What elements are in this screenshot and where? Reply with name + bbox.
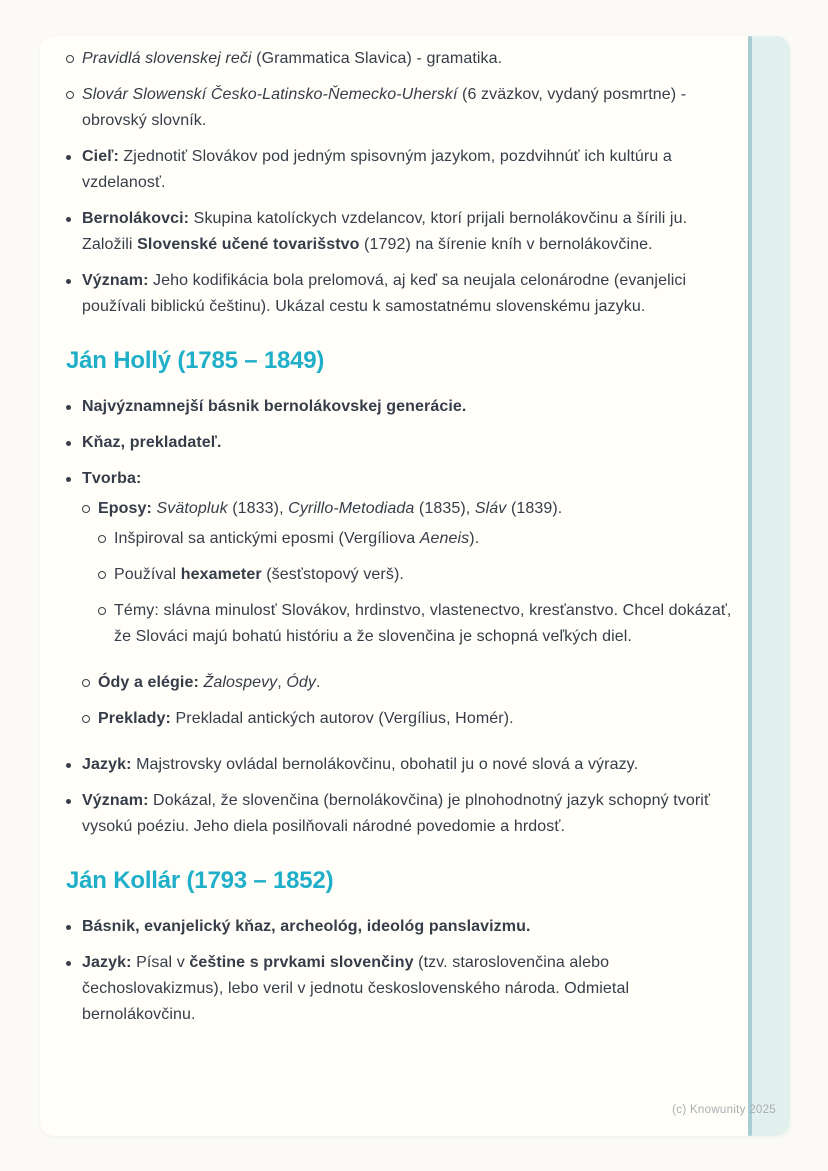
list-item-text: Význam: Jeho kodifikácia bola prelomová, aj keď sa neujala celonárodne (evanjelici používali biblickú češtinu). Ukázal cestu k samostatnému slovenskému jazyku.: [82, 272, 687, 315]
bullet-dot-icon: [66, 788, 82, 804]
list-item-text: Slovár Slowenskí Česko-Latinsko-Ňemecko-Uherskí (6 zväzkov, vydaný posmrtne) - obrovský slovník.: [82, 86, 687, 129]
document-content: [40, 36, 790, 1136]
bullet-circle-icon: [82, 670, 98, 687]
list-item-body: [82, 466, 732, 742]
bullet-circle-icon: [98, 562, 114, 579]
list-item: [66, 268, 732, 320]
section-heading-jan-holly: Ján Hollý (1785 – 1849): [66, 347, 325, 374]
list-item-body: [98, 496, 732, 660]
bullet-circle-icon: [66, 46, 82, 63]
bullet-dot-icon: [66, 206, 82, 222]
list-item-text: Eposy: Svätopluk (1833), Cyrillo-Metodiada (1835), Sláv (1839).: [98, 500, 563, 517]
list-item: [66, 144, 732, 196]
kollar-list: [66, 914, 732, 1028]
bullet-circle-icon: [82, 496, 98, 513]
list-item: [66, 914, 732, 940]
list-item-text: Význam: Dokázal, že slovenčina (bernolákovčina) je plnohodnotný jazyk schopný tvoriť vysokú poéziu. Jeho diela posilňovali národné povedomie a hrdosť.: [82, 792, 711, 835]
scrollbar-thumb[interactable]: [748, 36, 752, 1136]
list-item-text: Ódy a elégie: Žalospevy, Ódy.: [98, 674, 321, 691]
eposy-sublist: [98, 526, 732, 650]
list-item: [66, 788, 732, 840]
list-item-text: Jazyk: Písal v češtine s prvkami slovenčiny (tzv. staroslovenčina alebo čechoslovakizmus), lebo veril v jednotu československého národa. Odmietal bernolákovčinu.: [82, 954, 630, 1023]
bullet-circle-icon: [66, 82, 82, 99]
tvorba-sublist: [82, 496, 732, 732]
bullet-circle-icon: [82, 706, 98, 723]
list-item-text: Cieľ: Zjednotiť Slovákov pod jedným spisovným jazykom, pozdvihnúť ich kultúru a vzdelanosť.: [82, 148, 672, 191]
list-item: [66, 466, 732, 742]
scrollbar-track[interactable]: [748, 36, 790, 1136]
watermark: (c) Knowunity 2025: [672, 1104, 776, 1116]
list-item-text: Témy: slávna minulosť Slovákov, hrdinstvo, vlastenectvo, kresťanstvo. Chcel dokázať, že Slováci majú bohatú históriu a že slovenčina je schopná veľkých diel.: [114, 602, 732, 645]
bullet-dot-icon: [66, 752, 82, 768]
list-item: [82, 496, 732, 660]
list-item: [82, 670, 732, 696]
list-item: [98, 598, 732, 650]
list-item-text: Pravidlá slovenskej reči (Grammatica Slavica) - gramatika.: [82, 50, 503, 67]
list-item-text: Inšpiroval sa antickými eposmi (Vergíliova Aeneis).: [114, 530, 480, 547]
list-item: [66, 752, 732, 778]
list-item-text: Bernolákovci: Skupina katolíckych vzdelancov, ktorí prijali bernolákovčinu a šírili ju. Založili Slovenské učené tovarišstvo (1792) na šírenie kníh v bernolákovčine.: [82, 210, 688, 253]
continued-sublist: [66, 46, 732, 134]
list-item-text: Najvýznamnejší básnik bernolákovskej generácie.: [82, 398, 467, 415]
list-item: [98, 562, 732, 588]
list-item: [66, 430, 732, 456]
bullet-dot-icon: [66, 144, 82, 160]
list-item-text: Používal hexameter (šesťstopový verš).: [114, 566, 404, 583]
bullet-dot-icon: [66, 430, 82, 446]
list-item: [66, 394, 732, 420]
list-item: [82, 706, 732, 732]
list-item: [66, 206, 732, 258]
bullet-dot-icon: [66, 268, 82, 284]
document-page-card: [40, 36, 790, 1136]
bullet-dot-icon: [66, 950, 82, 966]
list-item: [66, 950, 732, 1028]
bernolak-list: [66, 144, 732, 320]
list-item-text: Kňaz, prekladateľ.: [82, 434, 222, 451]
bullet-circle-icon: [98, 526, 114, 543]
holly-list: [66, 394, 732, 840]
bullet-dot-icon: [66, 914, 82, 930]
list-item: [66, 82, 732, 134]
list-item: [66, 46, 732, 72]
list-item-text: Tvorba:: [82, 470, 142, 487]
bullet-dot-icon: [66, 394, 82, 410]
list-item-text: Preklady: Prekladal antických autorov (Vergílius, Homér).: [98, 710, 514, 727]
section-heading-jan-kollar: Ján Kollár (1793 – 1852): [66, 867, 334, 894]
list-item: [98, 526, 732, 552]
bullet-circle-icon: [98, 598, 114, 615]
list-item-text: Jazyk: Majstrovsky ovládal bernolákovčinu, obohatil ju o nové slová a výrazy.: [82, 756, 639, 773]
list-item-text: Básnik, evanjelický kňaz, archeológ, ideológ panslavizmu.: [82, 918, 531, 935]
bullet-dot-icon: [66, 466, 82, 482]
